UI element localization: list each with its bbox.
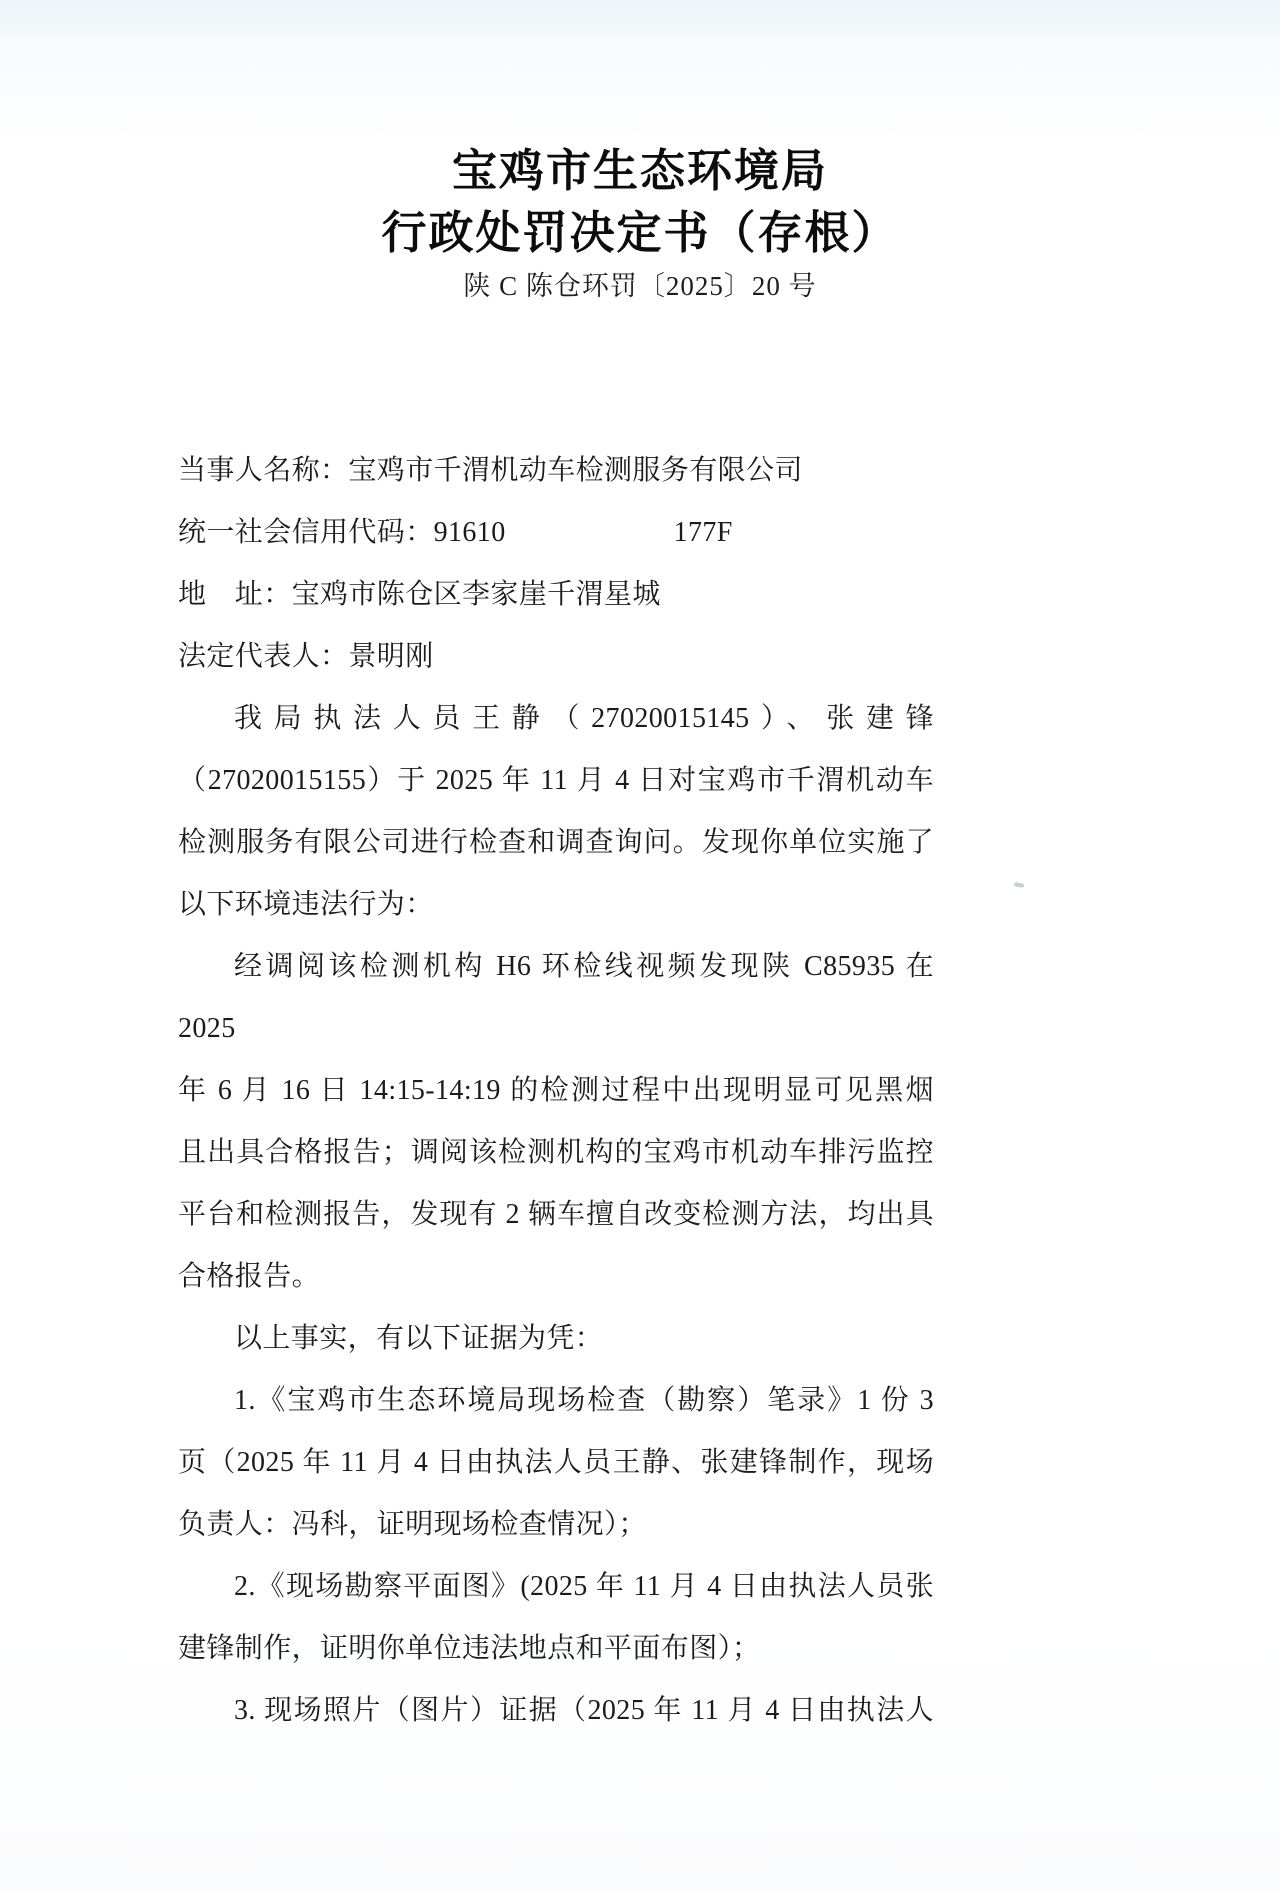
document-body [178,440,942,1742]
document-line: 平台和检测报告，发现有 2 辆车擅自改变检测方法，均出具 [178,1199,934,1230]
document-line-evidence-2: 2.《现场勘察平面图》(2025 年 11 月 4 日由执法人员张 [234,1571,934,1602]
document-line: 合格报告。 [178,1261,321,1292]
document-title-line1: 宝鸡市生态环境局 [451,145,828,196]
document-line-evidence-3: 3. 现场照片（图片）证据（2025 年 11 月 4 日由执法人 [234,1695,934,1726]
redaction-gap [506,540,674,541]
document-line: 页（2025 年 11 月 4 日由执法人员王静、张建锋制作，现场 [178,1447,934,1478]
document-title-line2: 行政处罚决定书（存根） [381,207,899,258]
document-line: 我局执法人员王静（27020015145）、张建锋 [234,703,934,734]
document-line: 经调阅该检测机构 H6 环检线视频发现陕 C85935 在 2025 [178,951,942,1044]
document-line: 年 6 月 16 日 14:15-14:19 的检测过程中出现明显可见黑烟 [178,1075,934,1106]
document-line: 负责人：冯科，证明现场检查情况）； [178,1509,647,1540]
scan-artifact-mark [1014,882,1025,888]
document-line-legal-representative: 法定代表人：景明刚 [178,641,434,672]
document-line-evidence-1: 1.《宝鸡市生态环境局现场检查（勘察）笔录》1 份 3 [234,1385,934,1416]
credit-code-end: 177F [673,517,733,548]
document-line: 以上事实，有以下证据为凭： [234,1323,604,1354]
document-line-credit-code [178,502,934,564]
document-number: 陕 C 陈仓环罚〔2025〕20 号 [463,271,817,301]
document-line: 建锋制作，证明你单位违法地点和平面布图）； [178,1633,761,1664]
document-line-party-name: 当事人名称：宝鸡市千渭机动车检测服务有限公司 [178,455,803,486]
credit-code-label: 统一社会信用代码： [178,517,434,548]
document-line: 以下环境违法行为： [178,889,434,920]
document-line: 且出具合格报告；调阅该检测机构的宝鸡市机动车排污监控 [178,1137,934,1168]
document-line: 检测服务有限公司进行检查和调查询问。发现你单位实施了 [178,827,934,858]
document-line-address: 地 址：宝鸡市陈仓区李家崖千渭星城 [178,579,661,610]
credit-code-start: 91610 [433,517,506,548]
document-line: （27020015155）于 2025 年 11 月 4 日对宝鸡市千渭机动车 [178,765,934,796]
